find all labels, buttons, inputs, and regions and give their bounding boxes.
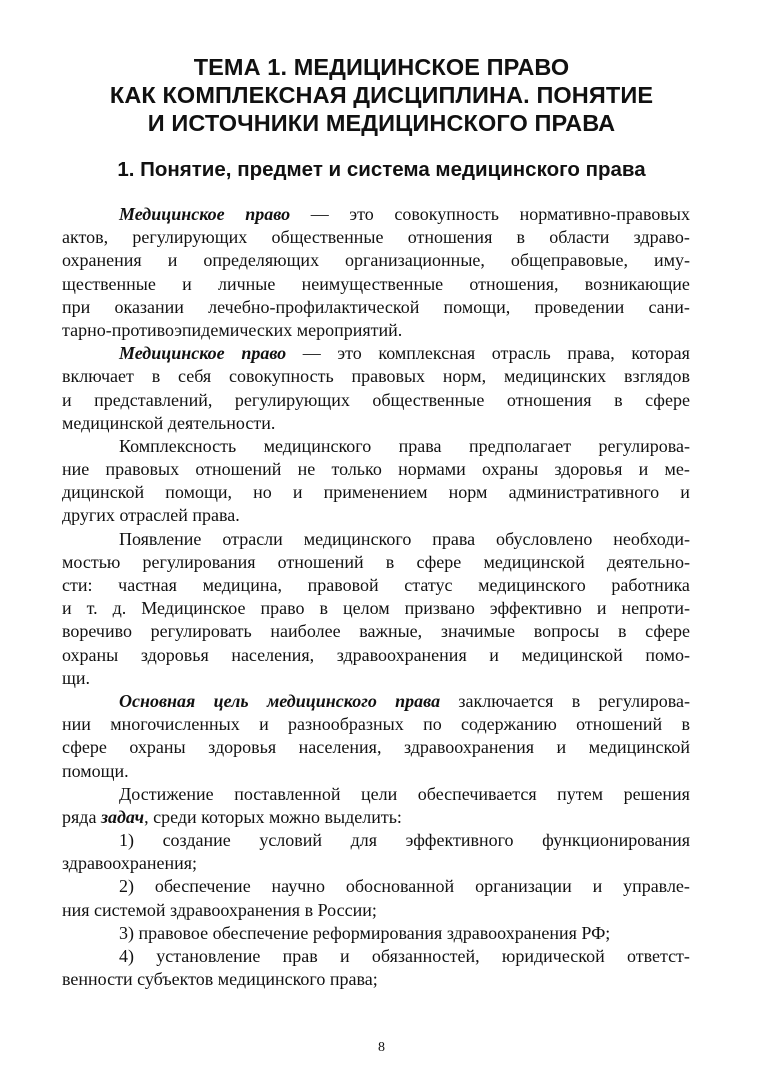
text-line: Появление отрасли медицинского права обусловлено необходи- [119, 528, 690, 549]
paragraph [62, 829, 690, 875]
text-line: ние правовых отношений не только нормами охраны здоровья и ме- [62, 459, 690, 480]
text-line: Достижение поставленной цели обеспечивается путем решения [119, 783, 690, 804]
text-line: других отраслей права. [62, 505, 240, 526]
emphasized-term: право [245, 204, 291, 224]
paragraph [62, 945, 690, 991]
emphasized-term: Медицинское [119, 204, 225, 224]
text-line: актов, регулирующих общественные отношения в области здраво- [62, 227, 690, 248]
text-line: щи. [62, 667, 90, 688]
page-number: 8 [378, 1040, 385, 1055]
paragraph [62, 922, 690, 945]
text-line: медицинской деятельности. [62, 412, 276, 433]
text-line: 4) установление прав и обязанностей, юридической ответст- [119, 946, 690, 966]
paragraph [62, 342, 690, 435]
text-line: при оказании лечебно-профилактической помощи, проведении сани- [62, 296, 690, 317]
text-line: воречиво регулировать наиболее важные, значимые вопросы в сфере [62, 621, 690, 642]
chapter-title [60, 53, 703, 137]
text-line: Медицинское право — это совокупность нормативно-правовых [62, 203, 690, 226]
text-line: сфере охраны здоровья населения, здравоохранения и медицинской [62, 737, 690, 758]
text-line: сти: частная медицина, правовой статус медицинского работника [62, 575, 690, 595]
paragraph [62, 435, 690, 528]
text-line: и т. д. Медицинское право в целом призвано эффективно и непроти- [62, 598, 690, 619]
paragraph [62, 783, 690, 829]
emphasized-term: задач, [100, 806, 149, 827]
text-line: Комплексность медицинского права предполагает регулирова- [119, 435, 690, 456]
text-line: помощи. [62, 760, 129, 781]
emphasized-term: цель [213, 690, 249, 711]
body-text [62, 203, 690, 991]
text-line: Основная цель медицинского права заключается в регулирова- [62, 690, 690, 713]
text-line: венности субъектов медицинского права; [62, 969, 378, 990]
text-line: охранения и определяющих организационные, общеправовые, иму- [62, 250, 690, 271]
paragraph [62, 875, 690, 921]
paragraph [62, 528, 690, 690]
text-line: 3) правовое обеспечение реформирования здравоохранения РФ; [119, 922, 611, 943]
chapter-title-line: И ИСТОЧНИКИ МЕДИЦИНСКОГО ПРАВА [147, 110, 616, 136]
text-line: здравоохранения; [62, 853, 198, 874]
text-line: дицинской помощи, но и применением норм административного и [62, 482, 690, 503]
text-line: тарно-противоэпидемических мероприятий. [62, 319, 403, 340]
text-line: щественные и личные неимущественные отношения, возникающие [62, 273, 690, 294]
text-line: мостью регулирования отношений в сфере медицинской деятельно- [62, 551, 690, 572]
text-line: охраны здоровья населения, здравоохранения и медицинской помо- [62, 644, 690, 665]
emphasized-term: Медицинское [119, 343, 225, 364]
section-heading: 1. Понятие, предмет и система медицинского права [117, 158, 646, 181]
text-line: 2) обеспечение научно обоснованной организации и управле- [119, 876, 690, 897]
chapter-title-line: КАК КОМПЛЕКСНАЯ ДИСЦИПЛИНА. ПОНЯТИЕ [109, 82, 654, 108]
emphasized-term: Основная [119, 690, 196, 711]
text-line: 1) создание условий для эффективного функционирования [119, 830, 690, 851]
text-line: ния системой здравоохранения в России; [62, 899, 377, 920]
emphasized-term: право [241, 343, 287, 364]
text-line: ряда задач, среди которых можно выделить: [62, 806, 690, 829]
text-line: и представлений, регулирующих общественные отношения в сфере [62, 389, 690, 410]
paragraph [62, 203, 690, 342]
emphasized-term: медицинского [266, 690, 377, 711]
chapter-title-line: ТЕМА 1. МЕДИЦИНСКОЕ ПРАВО [193, 54, 570, 80]
paragraph [62, 690, 690, 783]
text-line: включает в себя совокупность правовых норм, медицинских взглядов [62, 366, 690, 387]
text-line: Медицинское право — это комплексная отрасль права, которая [62, 342, 690, 365]
text-line: нии многочисленных и разнообразных по содержанию отношений в [62, 714, 690, 735]
emphasized-term: права [395, 690, 441, 711]
